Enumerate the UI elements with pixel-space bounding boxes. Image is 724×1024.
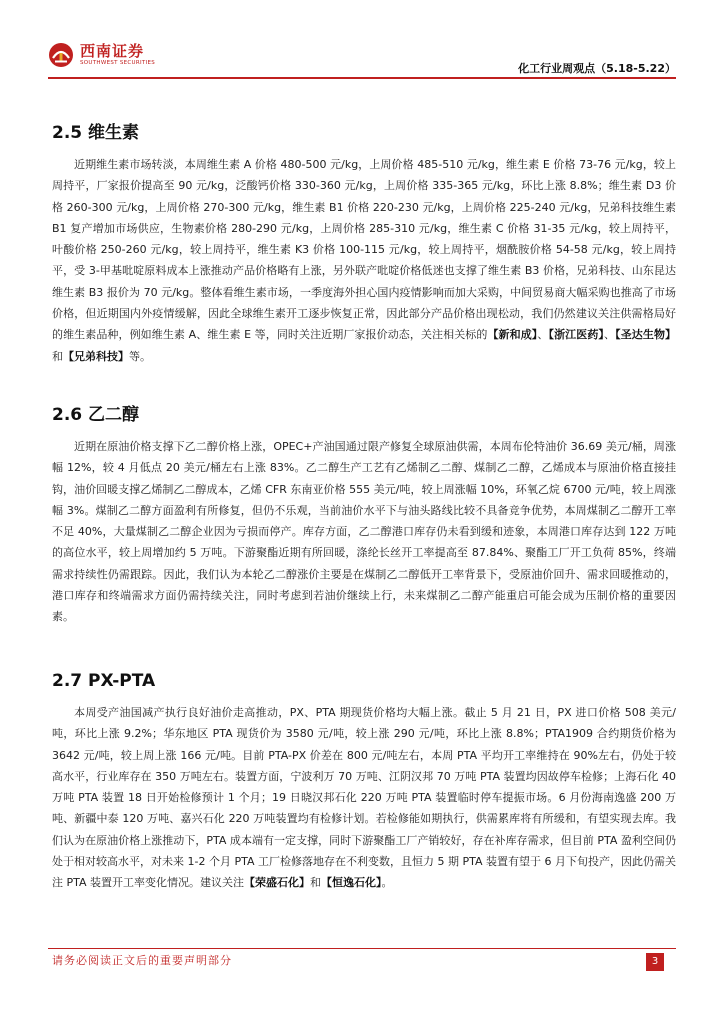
section-ethylene-glycol <box>52 402 676 639</box>
footer-disclaimer: 请务必阅读正文后的重要声明部分 <box>52 954 232 967</box>
section-paragraph: 近期维生素市场转淡，本周维生素 A 价格 480-500 元/kg，上周价格 485-510 元/kg，维生素 E 价格 73-76 元/kg，较上周持平，厂家报价提高至 90 元/kg，泛酸钙价格 330-360 元/kg，上周价格 335-365 元/kg，环比上涨 8.8%；维生素 D3 价格 260-300 元/kg，上周价格 270-300 元/kg，维生素 B1 价格 220-230 元/kg，上周价格 225-240 元/kg，兄弟科技维生素 B1 复产增加市场供应，生物素价格 280-290 元/kg，上周价格 285-310 元/kg，维生素 C 价格 31-35 元/kg，较上周持平，叶酸价格 250-260 元/kg，较上周持平，维生素 K3 价格 100-115 元/kg，较上周持平，烟酰胺价格 54-58 元/kg，较上周持平，受 3-甲基吡啶原料成本上涨推动产品价格略有上涨，另外联产吡啶价格低迷也支撑了维生素 B3 价格，兄弟科技、山东昆达维生素 B3 报价为 70 元/kg。整体看维生素市场，一季度海外担心国内疫情影响而加大采购，中间贸易商大幅采购也推高了市场价格，但近期国内外疫情缓解，因此全球维生素开工逐步恢复正常，因此部分产品价格出现松动，我们仍然建议关注供需格局好的维生素品种，例如维生素 A、维生素 E 等，同时关注近期厂家报价动态，关注相关标的【新和成】、【浙江医药】、【圣达生物】和【兄弟科技】等。 <box>52 158 677 363</box>
section-paragraph: 本周受产油国减产执行良好油价走高推动，PX、PTA 期现货价格均大幅上涨。截止 5 月 21 日，PX 进口价格 508 美元/吨，环比上涨 9.2%；华东地区 PTA 现货价为 3580 元/吨，较上涨 290 元/吨，环比上涨 8.8%；PTA1909 合约期货价格为 3642 元/吨，较上周上涨 166 元/吨。目前 PTA-PX 价差在 800 元/吨左右，本周 PTA 平均开工率维持在 90%左右，仍处于较高水平，行业库存在 350 万吨左右。装置方面，宁波利万 70 万吨、江阴汉邦 70 万吨 PTA 装置均因故停车检修；上海石化 40 万吨 PTA 装置 18 日开始检修预计 1 个月；19 日晓汉邦石化 220 万吨 PTA 装置临时停车提振市场。6 月份海南逸盛 200 万吨、新疆中泰 120 万吨、嘉兴石化 220 万吨装置均有检修计划。若检修能如期执行，供需累库将有所缓和，有望实现去库。我们认为在原油价格上涨推动下，PTA 成本端有一定支撑，同时下游聚酯工厂产销较好，存在补库存需求，但目前 PTA 盈利空间仍处于相对较高水平，对未来 1-2 个月 PTA 工厂检修落地存在不利变数，且恒力 5 期 PTA 装置有望于 6 月下旬投产，因此仍需关注 PTA 装置开工率变化情况。建议关注【荣盛石化】和【恒逸石化】。 <box>52 706 676 890</box>
section-px-pta <box>52 668 676 905</box>
page-header <box>0 0 724 80</box>
logo-mark-icon <box>48 42 74 68</box>
page-number: 3 <box>646 953 664 971</box>
company-logo <box>48 42 155 68</box>
section-vitamins <box>52 120 676 378</box>
header-divider <box>48 77 676 79</box>
section-paragraph: 近期在原油价格支撑下乙二醇价格上涨，OPEC+产油国通过限产修复全球原油供需，本周布伦特油价 36.69 美元/桶，周涨幅 12%，较 4 月低点 20 美元/桶左右上涨 83%。乙二醇生产工艺有乙烯制乙二醇、煤制乙二醇，乙烯成本与原油价格直接挂钩，油价回暖支撑乙烯制乙二醇成本，乙烯 CFR 东南亚价格 555 美元/吨，较上周涨幅 10%，环氧乙烷 6700 元/吨，较上周涨幅 3%。煤制乙二醇方面盈利有所修复，但仍不乐观，当前油价水平下与油头路线比较不具备竞争优势，本周煤制乙二醇开工率不足 40%，大量煤制乙二醇企业因为亏损而停产。库存方面，乙二醇港口库存仍未看到缓和迹象，本周港口库存达到 122 万吨的高位水平，较上周增加约 5 万吨。下游聚酯近期有所回暖，涤纶长丝开工率提高至 87.84%、聚酯工厂开工负荷 85%，终端需求持续性仍需跟踪。因此，我们认为本轮乙二醇涨价主要是在煤制乙二醇低开工率背景下，受原油价回升、需求回暖推动的，港口库存和终端需求方面仍需持续关注，同时考虑到若油价继续上行，未来煤制乙二醇产能重启可能会成为压制价格的重要因素。 <box>52 440 676 624</box>
section-title: 2.7 PX-PTA <box>52 671 156 691</box>
report-title: 化工行业周观点（5.18-5.22） <box>518 62 676 75</box>
logo-text-en: SOUTHWEST SECURITIES <box>80 59 156 66</box>
logo-text-cn: 西南证券 <box>80 41 145 60</box>
footer-divider <box>48 948 676 949</box>
section-title: 2.6 乙二醇 <box>52 405 140 425</box>
section-title: 2.5 维生素 <box>52 123 140 143</box>
